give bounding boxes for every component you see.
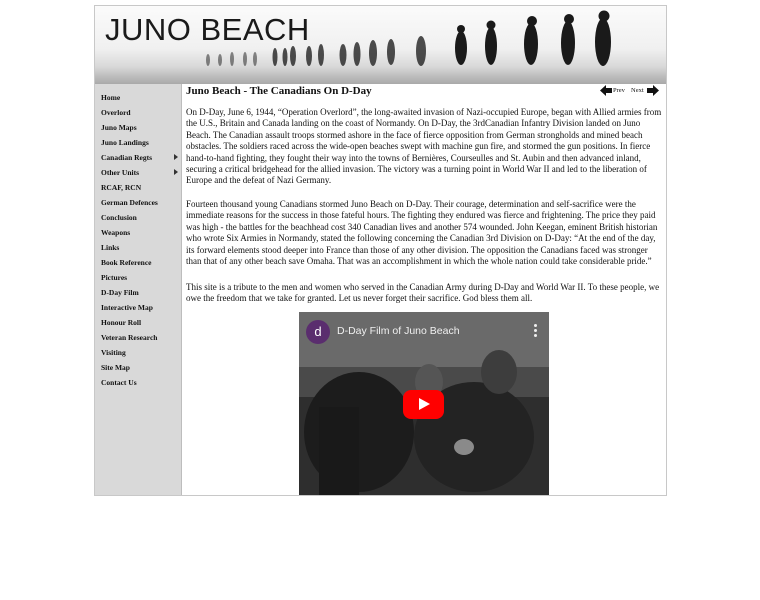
sidebar-item-label: Home <box>101 93 121 102</box>
sidebar-item-label: Visiting <box>101 348 126 357</box>
tribute-paragraph: This site is a tribute to the men and women who served in the Canadian Army during D-Day and World War II. To these people, we owe the freedom that we take for granted. Let us never forget their sacrifice. God bless them all. <box>186 282 660 304</box>
site-banner <box>95 6 666 84</box>
sidebar-item-veteran-research[interactable] <box>95 331 181 346</box>
sidebar-item-label: Links <box>101 243 120 252</box>
next-label: Next <box>631 87 644 94</box>
sidebar-item-overlord[interactable] <box>95 106 181 121</box>
sidebar-item-other-units[interactable] <box>95 166 181 181</box>
sidebar-item-label: RCAF, RCN <box>101 183 142 192</box>
sidebar-item-links[interactable] <box>95 241 181 256</box>
play-button[interactable] <box>403 390 444 419</box>
sidebar-item-german-defences[interactable] <box>95 196 181 211</box>
sidebar-item-pictures[interactable] <box>95 271 181 286</box>
sidebar-item-juno-maps[interactable] <box>95 121 181 136</box>
sidebar-item-honour-roll[interactable] <box>95 316 181 331</box>
video-player[interactable] <box>299 312 549 495</box>
submenu-arrow-icon <box>174 154 178 160</box>
sidebar-item-canadian-regts[interactable] <box>95 151 181 166</box>
sidebar-item-label: Conclusion <box>101 213 137 222</box>
intro-paragraph: On D-Day, June 6, 1944, “Operation Overlord”, the long-awaited invasion of Nazi-occupied Europe, began with Allied armies from the U.S., Britain and Canada landing on the coast of Normandy. On D-Day, the 3rdCanadian Infantry Division landed on Juno Beach. The Canadian assault troops stormed ashore in the face of fierce opposition from German strongholds and mined beach obstacles. The soldiers raced across the wide-open beaches swept with machine gun fire, and stormed the gun positions. In fierce hand-to-hand fighting, they fought their way into the towns of Bernières, Courseulles and St. Aubin and then advanced inland, securing a critical bridgehead for the allied invasion. The victory was a turning point in World War II and led to the liberation of Europe and the defeat of Nazi Germany. <box>186 107 662 186</box>
sidebar-item-visiting[interactable] <box>95 346 181 361</box>
sidebar-item-interactive-map[interactable] <box>95 301 181 316</box>
main-content <box>186 84 662 495</box>
sidebar-item-label: Juno Maps <box>101 123 137 132</box>
site-title: JUNO BEACH <box>105 12 310 47</box>
sidebar-item-label: Overlord <box>101 108 131 117</box>
sidebar-item-weapons[interactable] <box>95 226 181 241</box>
sidebar-item-home[interactable] <box>95 91 181 106</box>
sidebar-item-rcaf-rcn[interactable] <box>95 181 181 196</box>
more-options-icon[interactable] <box>534 324 537 339</box>
sidebar-nav <box>95 84 182 495</box>
history-paragraph: Fourteen thousand young Canadians stormed Juno Beach on D-Day. Their courage, determination and self-sacrifice were the immediate reasons for the success in those fateful hours. The fighting they endured was fierce and frightening. The price they paid was high - the battles for the beachhead cost 340 Canadian lives and another 574 wounded. John Keegan, eminent British historian who wrote Six Armies in Normandy, stated the following concerning the Canadian 3rd Division on D-Day: “At the end of the day, its forward elements stood deeper into France than those of any other division. The opposition the Canadians faced was stronger than that of any other beach save Omaha. That was an accomplishment in which the whole nation could take considerable pride.” <box>186 199 658 267</box>
channel-avatar[interactable]: d <box>306 320 330 344</box>
sidebar-item-label: Honour Roll <box>101 318 142 327</box>
submenu-arrow-icon <box>174 169 178 175</box>
sidebar-item-contact-us[interactable] <box>95 376 181 391</box>
sidebar-item-label: D-Day Film <box>101 288 139 297</box>
sidebar-item-label: German Defences <box>101 198 158 207</box>
sidebar-item-juno-landings[interactable] <box>95 136 181 151</box>
sidebar-item-label: Other Units <box>101 168 139 177</box>
sidebar-item-label: Weapons <box>101 228 131 237</box>
video-title[interactable]: D-Day Film of Juno Beach <box>337 325 460 337</box>
sidebar-item-d-day-film[interactable] <box>95 286 181 301</box>
sidebar-item-label: Veteran Research <box>101 333 158 342</box>
sidebar-item-site-map[interactable] <box>95 361 181 376</box>
sidebar-item-label: Pictures <box>101 273 128 282</box>
sidebar-item-label: Interactive Map <box>101 303 153 312</box>
sidebar-item-label: Book Reference <box>101 258 152 267</box>
sidebar-item-book-reference[interactable] <box>95 256 181 271</box>
play-icon <box>419 398 430 410</box>
sidebar-item-label: Juno Landings <box>101 138 149 147</box>
prev-label: Prev <box>613 87 625 94</box>
sidebar-item-label: Contact Us <box>101 378 137 387</box>
sidebar-item-conclusion[interactable] <box>95 211 181 226</box>
page-frame <box>94 5 667 496</box>
page-title: Juno Beach - The Canadians On D-Day <box>186 85 372 97</box>
sidebar-item-label: Canadian Regts <box>101 153 153 162</box>
sidebar-item-label: Site Map <box>101 363 130 372</box>
